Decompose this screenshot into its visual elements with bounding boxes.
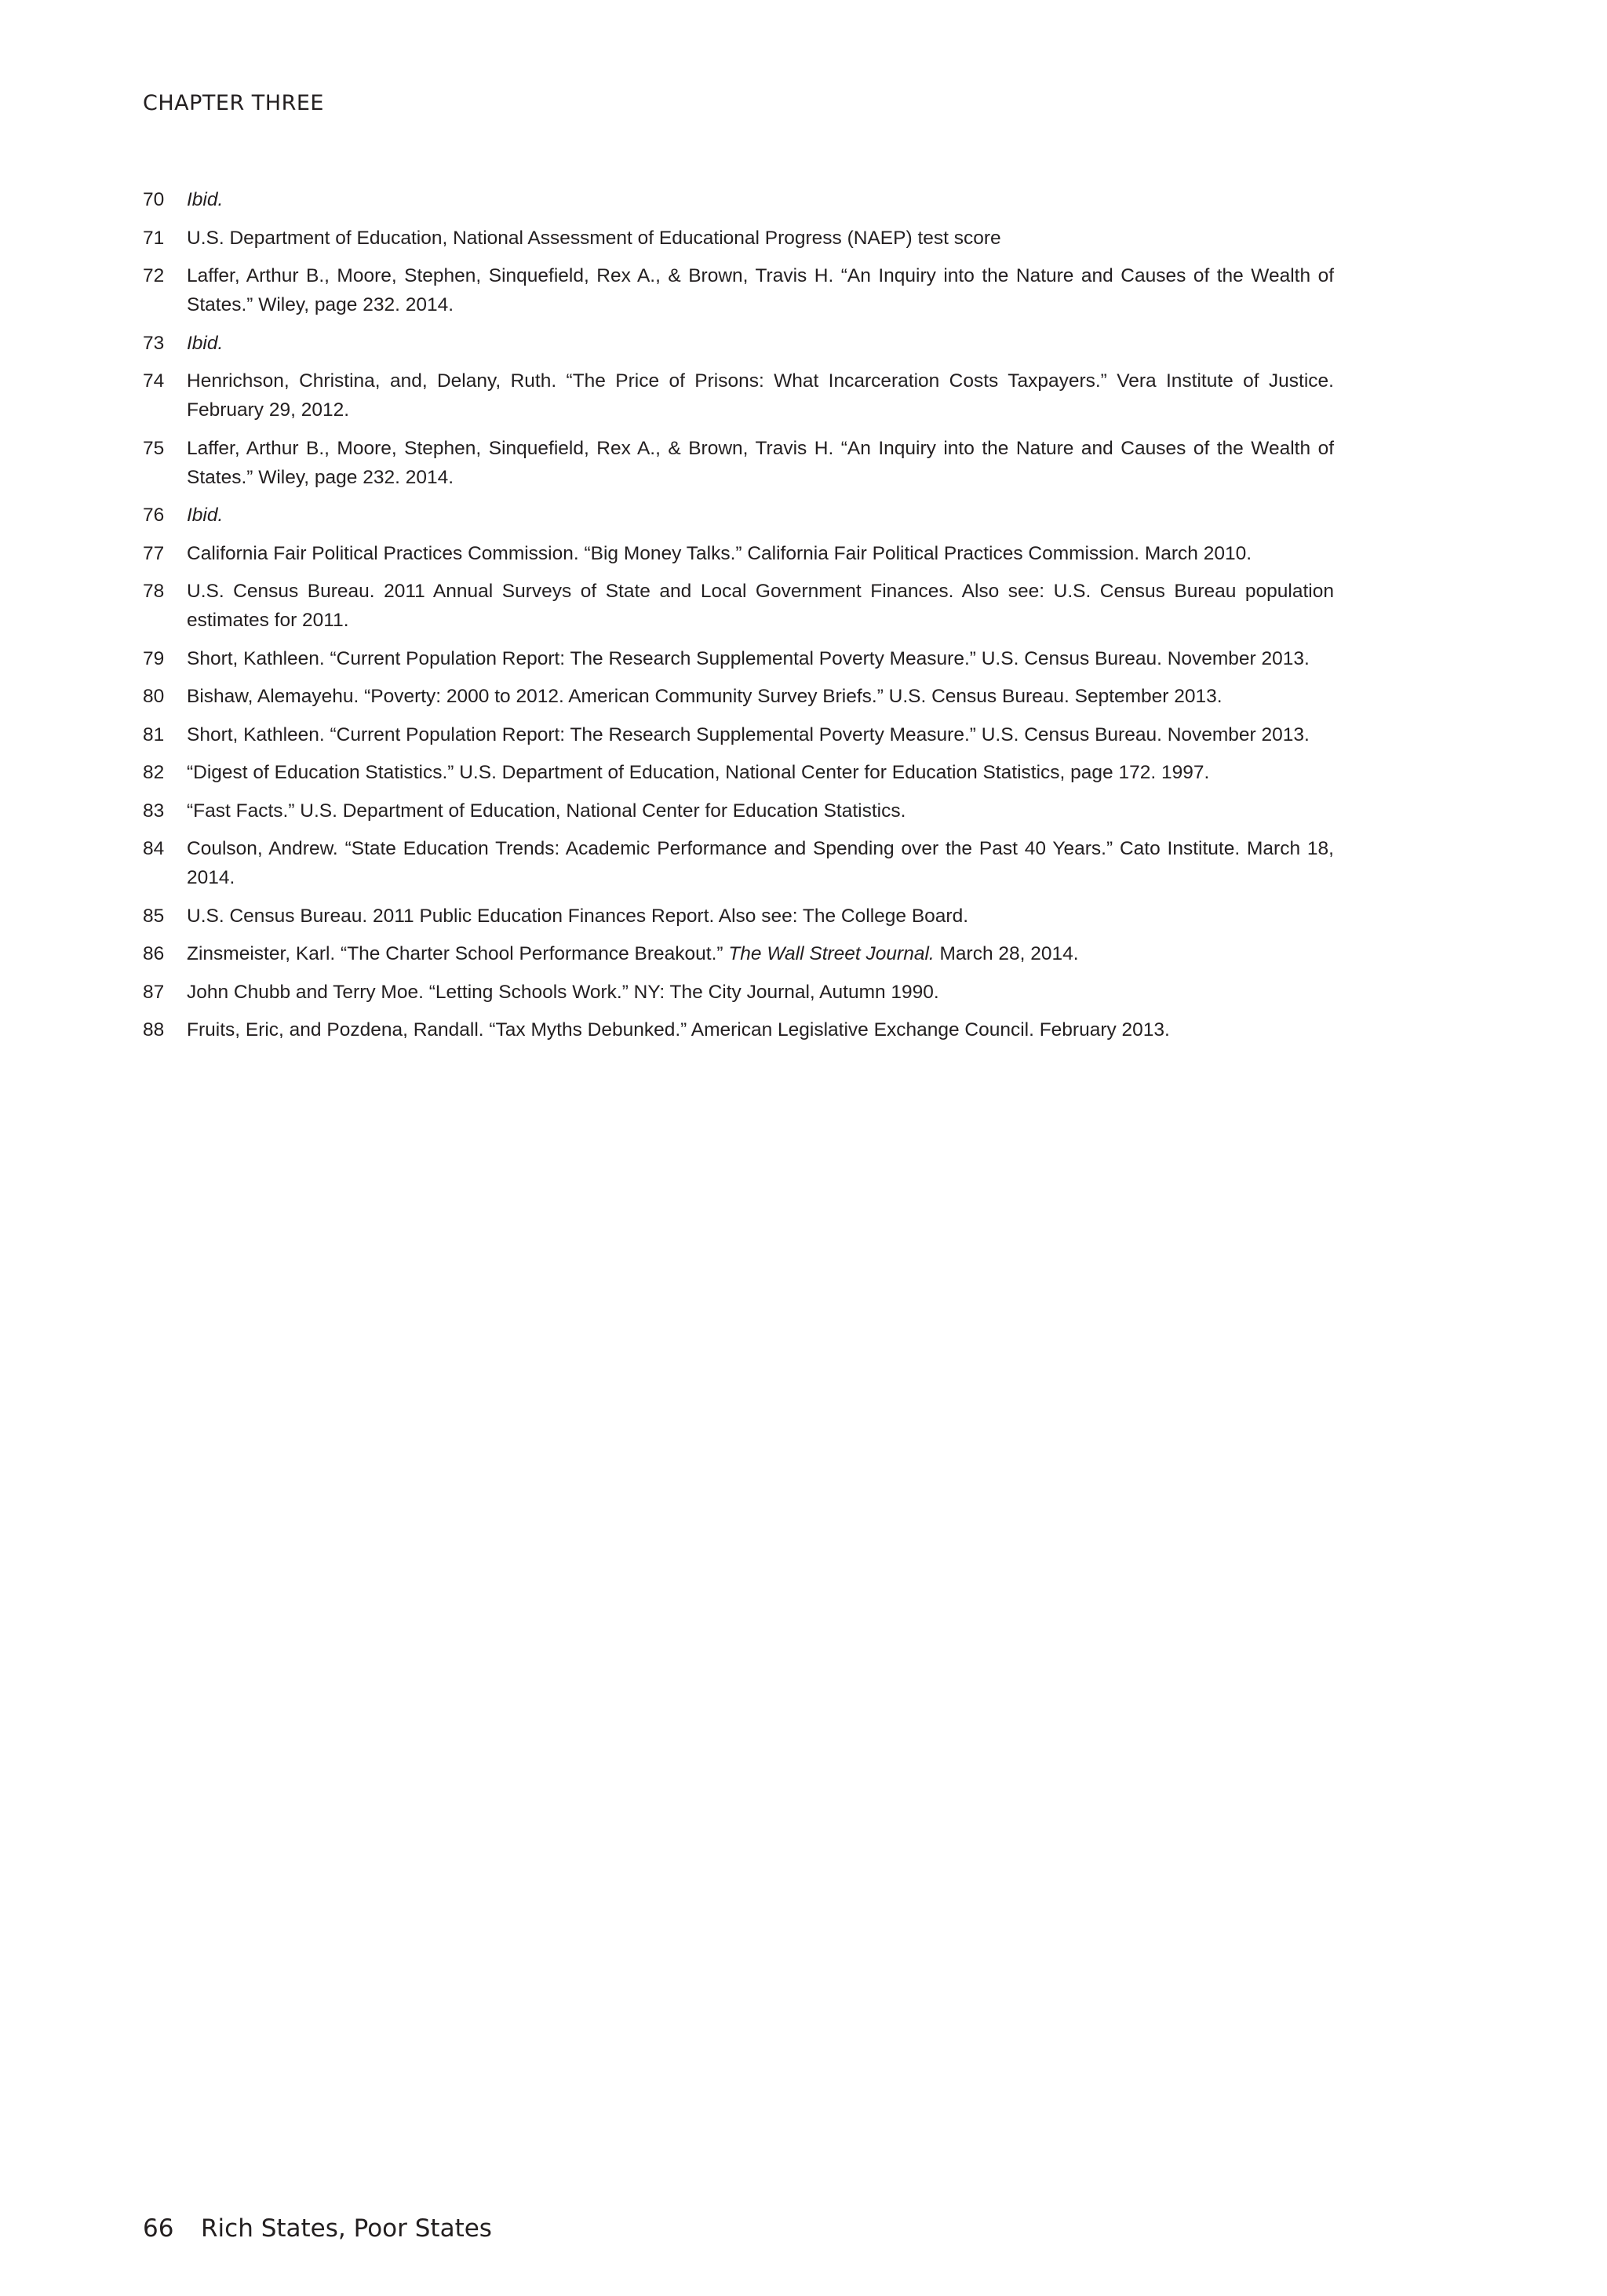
endnote-number: 71 xyxy=(143,227,165,249)
endnote-number: 85 xyxy=(143,905,165,927)
endnote xyxy=(143,224,1334,253)
endnotes-list xyxy=(143,185,1334,1054)
endnote xyxy=(143,834,1334,892)
endnote xyxy=(143,682,1334,711)
endnote-text: John Chubb and Terry Moe. “Letting Schools Work.” NY: The City Journal, Autumn 1990. xyxy=(187,981,939,1003)
page-number: 66 xyxy=(143,2214,174,2243)
endnote-text: U.S. Department of Education, National Assessment of Educational Progress (NAEP) test score xyxy=(187,227,1001,249)
endnote-number: 87 xyxy=(143,981,165,1003)
endnote xyxy=(143,366,1334,425)
endnote xyxy=(143,261,1334,319)
endnote xyxy=(143,577,1334,635)
endnote-text: Ibid. xyxy=(187,332,224,354)
endnote-number: 76 xyxy=(143,505,165,526)
endnote xyxy=(143,796,1334,825)
endnote-number: 70 xyxy=(143,189,165,210)
endnote xyxy=(143,720,1334,749)
endnote-number: 84 xyxy=(143,838,165,859)
endnote-text: U.S. Census Bureau. 2011 Annual Surveys of State and Local Government Finances. Also see: U.S. Census Bureau population estimates for 2011. xyxy=(187,581,1334,631)
endnote-text: Fruits, Eric, and Pozdena, Randall. “Tax Myths Debunked.” American Legislative Exchange Council. February 2013. xyxy=(187,1019,1170,1040)
endnote xyxy=(143,329,1334,358)
endnote xyxy=(143,539,1334,568)
endnote-number: 79 xyxy=(143,647,165,669)
endnote-text: “Fast Facts.” U.S. Department of Education, National Center for Education Statistics. xyxy=(187,800,906,822)
endnote-number: 80 xyxy=(143,686,165,707)
endnote-number: 77 xyxy=(143,542,165,564)
endnote-text: Ibid. xyxy=(187,505,224,526)
page-footer xyxy=(143,2214,492,2243)
endnote xyxy=(143,501,1334,530)
book-title: Rich States, Poor States xyxy=(201,2214,492,2243)
endnote-number: 81 xyxy=(143,723,165,745)
endnote-text: Laffer, Arthur B., Moore, Stephen, Sinquefield, Rex A., & Brown, Travis H. “An Inquiry into the Nature and Causes of the Wealth of States.” Wiley, page 232. 2014. xyxy=(187,437,1334,488)
endnote-number: 82 xyxy=(143,762,165,783)
endnote-text: “Digest of Education Statistics.” U.S. Department of Education, National Center for Education Statistics, page 172. 1997. xyxy=(187,762,1210,783)
endnote-number: 75 xyxy=(143,437,165,459)
endnote-number: 72 xyxy=(143,265,165,286)
endnote-number: 73 xyxy=(143,332,165,354)
running-head: CHAPTER THREE xyxy=(143,91,324,115)
endnote-text: Short, Kathleen. “Current Population Report: The Research Supplemental Poverty Measure.” U.S. Census Bureau. November 2013. xyxy=(187,723,1310,745)
endnote-number: 78 xyxy=(143,581,165,602)
endnote-text: Ibid. xyxy=(187,189,224,210)
journal-title: The Wall Street Journal. xyxy=(728,943,935,964)
endnote-text: Bishaw, Alemayehu. “Poverty: 2000 to 2012. American Community Survey Briefs.” U.S. Census Bureau. September 2013. xyxy=(187,686,1223,707)
endnote xyxy=(143,1015,1334,1044)
endnote-number: 88 xyxy=(143,1019,165,1040)
endnote xyxy=(143,978,1334,1007)
endnote-number: 74 xyxy=(143,370,165,392)
endnote-text: California Fair Political Practices Commission. “Big Money Talks.” California Fair Political Practices Commission. March 2010. xyxy=(187,542,1252,564)
endnote-text: Henrichson, Christina, and, Delany, Ruth. “The Price of Prisons: What Incarceration Costs Taxpayers.” Vera Institute of Justice. February 29, 2012. xyxy=(187,370,1334,421)
endnote xyxy=(143,939,1334,968)
endnote xyxy=(143,185,1334,214)
endnote-text: U.S. Census Bureau. 2011 Public Education Finances Report. Also see: The College Board. xyxy=(187,905,969,927)
endnote-number: 83 xyxy=(143,800,165,822)
endnote xyxy=(143,902,1334,931)
endnote-text: Coulson, Andrew. “State Education Trends: Academic Performance and Spending over the Past 40 Years.” Cato Institute. March 18, 2014. xyxy=(187,838,1334,888)
endnote xyxy=(143,434,1334,492)
endnote-text-part: Zinsmeister, Karl. “The Charter School Performance Breakout.” xyxy=(187,943,729,964)
endnote xyxy=(143,758,1334,787)
endnote xyxy=(143,644,1334,673)
endnote-text xyxy=(187,939,1334,968)
endnote-text: Short, Kathleen. “Current Population Report: The Research Supplemental Poverty Measure.” U.S. Census Bureau. November 2013. xyxy=(187,647,1310,669)
endnote-text-part: March 28, 2014. xyxy=(934,943,1079,964)
endnote-text: Laffer, Arthur B., Moore, Stephen, Sinquefield, Rex A., & Brown, Travis H. “An Inquiry into the Nature and Causes of the Wealth of States.” Wiley, page 232. 2014. xyxy=(187,265,1334,315)
endnote-number: 86 xyxy=(143,943,165,964)
